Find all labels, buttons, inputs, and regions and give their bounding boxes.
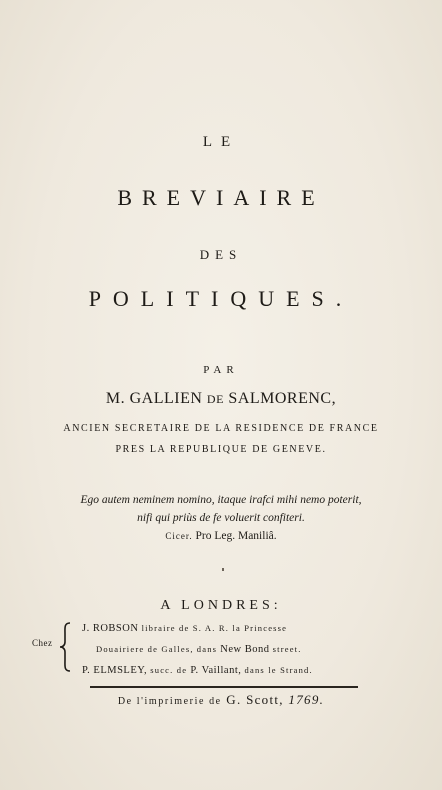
epigraph-line1: Ego autem neminem nomino, itaque irafci mihi nemo poterit, bbox=[80, 494, 362, 506]
title-breviaire: BREVIAIRE bbox=[117, 185, 325, 210]
printer-prefix: De l'imprimerie de bbox=[117, 696, 222, 707]
author-name-suffix: SALMORENC, bbox=[228, 390, 337, 407]
author-name-de: DE bbox=[206, 392, 224, 406]
title-politiques: POLITIQUES. bbox=[88, 286, 354, 311]
divider-rule bbox=[90, 686, 358, 688]
bookseller2-d: street. bbox=[272, 644, 302, 654]
printer-year: 1769. bbox=[288, 692, 325, 707]
bookseller2-a: Douairiere de Galles, bbox=[96, 644, 194, 654]
bookseller-line-2 bbox=[82, 644, 402, 665]
bookseller-line-1 bbox=[82, 623, 402, 644]
imprint-city: A LONDRES: bbox=[160, 598, 282, 613]
bookseller3-a: P. ELMSLEY, bbox=[82, 665, 148, 676]
bookseller3-c: P. Vaillant, bbox=[190, 665, 242, 676]
bookseller-line-3 bbox=[82, 665, 402, 686]
author-par: PAR bbox=[203, 364, 239, 376]
author-title-line1: ANCIEN SECRETAIRE DE LA RESIDENCE DE FRANCE bbox=[63, 423, 379, 434]
author-name-prefix: M. GALLIEN bbox=[105, 390, 203, 407]
bookseller3-b: succ. de bbox=[150, 665, 188, 675]
curly-brace-icon bbox=[58, 622, 72, 672]
ink-mark bbox=[222, 568, 224, 571]
imprint-chez: Chez bbox=[32, 638, 53, 648]
author-name bbox=[0, 390, 442, 408]
bookseller3-d: dans le Strand. bbox=[244, 665, 313, 675]
title-des: DES bbox=[199, 247, 243, 262]
bookseller2-b: dans bbox=[196, 644, 218, 654]
author-title-line2: PRES LA REPUBLIQUE DE GENEVE. bbox=[115, 444, 327, 455]
title-le: LE bbox=[202, 134, 240, 150]
bookseller1-desc: libraire de S. A. R. la Princesse bbox=[141, 623, 288, 633]
bookseller1-name: J. ROBSON bbox=[82, 623, 139, 634]
printer-line bbox=[0, 692, 442, 708]
epigraph-author: Cicer. bbox=[165, 531, 193, 541]
booksellers-list bbox=[82, 623, 402, 686]
epigraph-line2: nifi qui priùs de fe voluerit confiteri. bbox=[137, 512, 305, 524]
epigraph-source: Pro Leg. Maniliâ. bbox=[195, 530, 277, 542]
epigraph-attribution bbox=[0, 530, 442, 542]
printer-name: G. Scott, bbox=[226, 692, 284, 707]
bookseller2-c: New Bond bbox=[220, 644, 270, 655]
